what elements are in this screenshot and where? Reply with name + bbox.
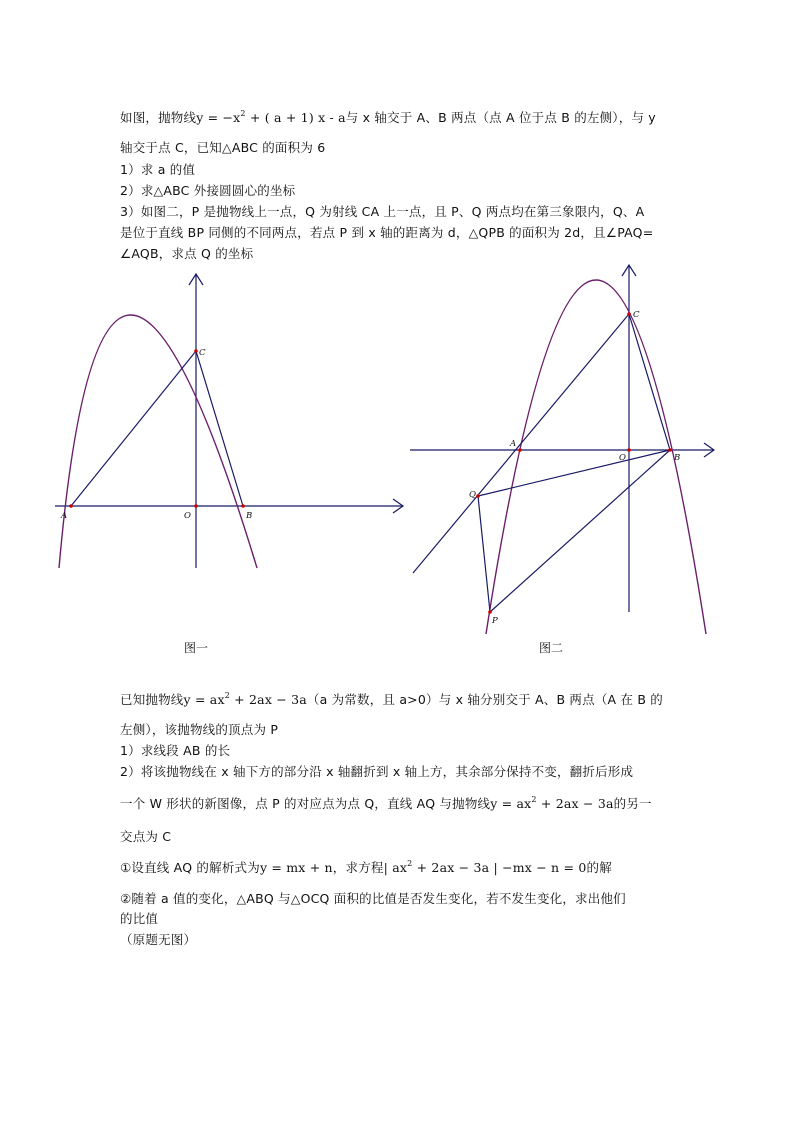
- fig1-label-O: O: [184, 511, 191, 521]
- fig1-label-C: C: [199, 348, 206, 358]
- fig2-segment-QP: [478, 496, 490, 612]
- problem2-sub1: [120, 857, 680, 879]
- fig2-label-Q: Q: [469, 490, 476, 500]
- p2-sub1-eq1: y = mx + n: [259, 860, 333, 875]
- p2-sub1-eq2: | $ax^2 + 2ax - 3a$ | −mx − n = 0: [383, 859, 587, 875]
- problem1-q1: 1）求 a 的值: [120, 162, 196, 177]
- p1-line1-post: 与 x 轴交于 A、B 两点（点 A 位于点 B 的左侧），与 y: [345, 110, 656, 125]
- fig2-parabola: [486, 280, 706, 634]
- fig2-label-A: A: [510, 439, 517, 449]
- problem2-q2-line2: [120, 793, 680, 815]
- figure2-caption: 图二: [539, 641, 564, 655]
- fig2-label-B: B: [674, 453, 681, 463]
- fig2-point-P: [488, 610, 492, 614]
- problem2-q2-line3: 交点为 C: [120, 829, 172, 844]
- fig2-point-A: [518, 448, 522, 452]
- problem2-q1: 1）求线段 AB 的长: [120, 743, 231, 758]
- problem2-q2-line1: 2）将该抛物线在 x 轴下方的部分沿 x 轴翻折到 x 轴上方，其余部分保持不变，翻折后形成: [120, 764, 634, 779]
- problem1-q3-line1: 3）如图二，P 是抛物线上一点，Q 为射线 CA 上一点，且 P、Q 两点均在第三象限内，Q、A: [120, 204, 645, 219]
- fig2-label-P: P: [492, 616, 498, 626]
- fig2-segment-PB: [490, 450, 670, 612]
- p2-sub1-mid: ，求方程: [332, 860, 384, 875]
- problem2-sub2-line1: ②随着 a 值的变化，△ABQ 与△OCQ 面积的比值是否发生变化，若不发生变化，求出他们: [120, 891, 626, 906]
- problem2-line2: 左侧），该抛物线的顶点为 P: [120, 722, 279, 737]
- figure1-caption: 图一: [184, 641, 209, 655]
- p2-q2-line2-post: 的另一: [613, 796, 652, 811]
- fig2-point-C: [627, 312, 631, 316]
- problem2-sub2-line2: 的比值: [120, 911, 159, 926]
- problem2-line1: [120, 689, 680, 711]
- problem1-q2: 2）求△ABC 外接圆圆心的坐标: [120, 183, 296, 198]
- fig2-segment-QB: [478, 450, 670, 496]
- problem1-q3-line2: 是位于直线 BP 同侧的不同两点，若点 P 到 x 轴的距离为 d，△QPB 的面积为 2d，且∠PAQ=: [120, 225, 654, 240]
- p1-equation: $y = -x^2$ + ( a + 1) x - a: [196, 109, 346, 125]
- problem2-note: （原题无图）: [120, 932, 197, 947]
- fig2-segment-CB: [629, 314, 670, 450]
- p2-line1-post: （a 为常数，且 a>0）与 x 轴分别交于 A、B 两点（A 在 B 的: [306, 692, 663, 707]
- fig1-label-A: A: [61, 511, 68, 521]
- fig1-label-B: B: [246, 511, 253, 521]
- p2-q2-equation: $y = ax^2 + 2ax - 3a$: [490, 795, 614, 811]
- p2-equation: $y = ax^2 + 2ax - 3a$: [183, 691, 307, 707]
- fig2-point-O: [627, 448, 631, 452]
- p2-sub1-pre: ①设直线 AQ 的解析式为: [120, 860, 260, 875]
- p2-sub1-post: 的解: [586, 860, 612, 875]
- fig2-point-B: [668, 448, 672, 452]
- p2-line1-pre: 已知抛物线: [120, 692, 184, 707]
- p1-line1-pre: 如图，抛物线: [120, 110, 197, 125]
- fig2-ray-CA: [413, 314, 629, 573]
- problem1-q3-line3: ∠AQB，求点 Q 的坐标: [120, 246, 254, 261]
- fig2-label-O: O: [619, 453, 626, 463]
- p2-q2-line2-pre: 一个 W 形状的新图像，点 P 的对应点为点 Q，直线 AQ 与抛物线: [120, 796, 491, 811]
- fig2-point-Q: [476, 494, 480, 498]
- problem1-line2: 轴交于点 C，已知△ABC 的面积为 6: [120, 140, 326, 155]
- fig2-label-C: C: [633, 310, 640, 320]
